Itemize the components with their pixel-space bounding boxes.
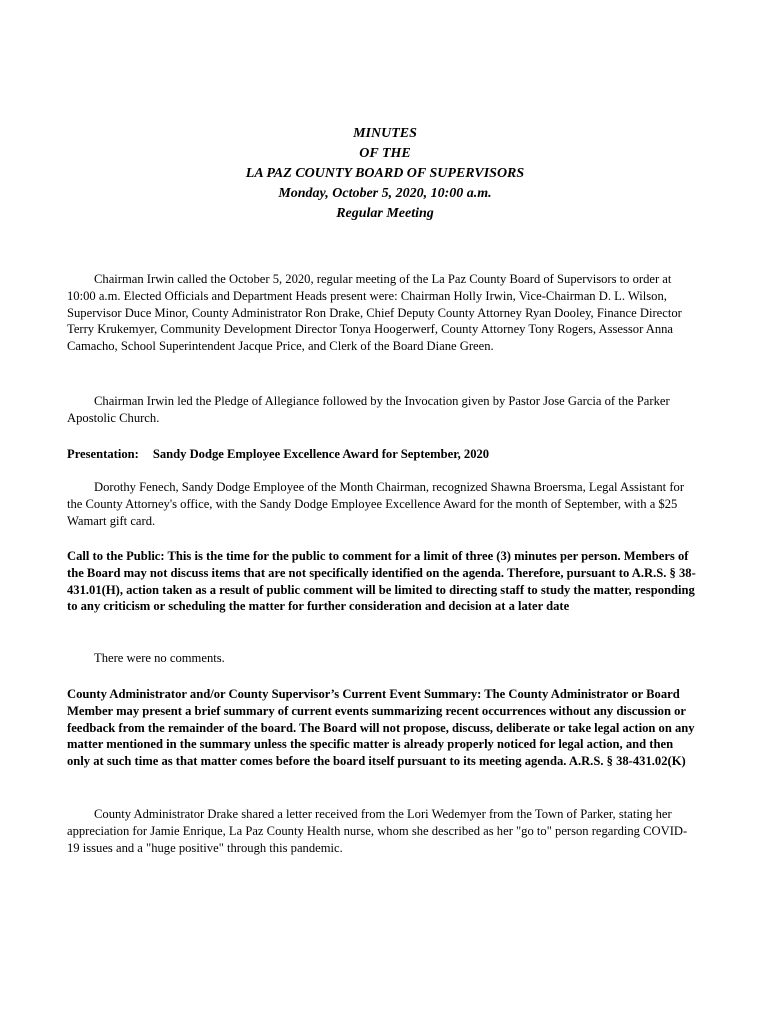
call-to-public-paragraph: Call to the Public: This is the time for the public to comment for a limit of three (3) minutes per person. Members of the Board may not discuss items that are not specifically identified on the agenda. Therefore, pursuant to A.R.S. § 38-431.01(H), action taken as a result of public comment will be limited to directing staff to study the matter, responding to any criticism or scheduling the matter for further consideration and decision at a later date [67,549,696,614]
presentation-title: Sandy Dodge Employee Excellence Award for September, 2020 [152,447,490,461]
header-title: MINUTES [353,126,417,141]
presentation-body-paragraph: Dorothy Fenech, Sandy Dodge Employee of the Month Chairman, recognized Shawna Broersma, Legal Assistant for the County Attorney's office, with the Sandy Dodge Employee Excellence Award for the month of September, with a $25 Wamart gift card. [67,480,685,528]
presentation-label: Presentation: [67,447,139,461]
presentation-heading [67,446,699,463]
header-subtitle: OF THE [359,146,411,161]
header-board-name: LA PAZ COUNTY BOARD OF SUPERVISORS [245,166,525,181]
header-meeting-type: Regular Meeting [336,206,434,221]
admin-letter-paragraph: County Administrator Drake shared a letter received from the Lori Wedemyer from the Town of Parker, stating her appreciation for Jamie Enrique, La Paz County Health nurse, whom she described as her "go to" person regarding COVID-19 issues and a "huge positive" through this pandemic. [67,807,688,855]
header-meeting-date: Monday, October 5, 2020, 10:00 a.m. [278,186,492,201]
minutes-header [0,124,770,224]
no-comments-paragraph: There were no comments. [94,651,225,665]
pledge-paragraph: Chairman Irwin led the Pledge of Allegiance followed by the Invocation given by Pastor Jose Garcia of the Parker Apostolic Church. [67,394,670,425]
call-to-order-paragraph: Chairman Irwin called the October 5, 2020, regular meeting of the La Paz County Board of Supervisors to order at 10:00 a.m. Elected Officials and Department Heads present were: Chairman Holly Irwin, Vice-Chairman D. L. Wilson, Supervisor Duce Minor, County Administrator Ron Drake, Chief Deputy County Attorney Ryan Dooley, Finance Director Terry Krukemyer, Community Development Director Tonya Hoogerwerf, County Attorney Tony Rogers, Assessor Anna Camacho, School Superintendent Jacque Price, and Clerk of the Board Diane Green. [67,272,682,354]
event-summary-paragraph: County Administrator and/or County Supervisor’s Current Event Summary: The County Administrator or Board Member may present a brief summary of current events summarizing recent occurrences without any discussion or feedback from the remainder of the board. The Board will not propose, discuss, deliberate or take legal action on any matter mentioned in the summary unless the specific matter is already properly noticed for legal action, and then only at such time as that matter comes before the board itself pursuant to its meeting agenda. A.R.S. § 38-431.02(K) [67,687,695,769]
